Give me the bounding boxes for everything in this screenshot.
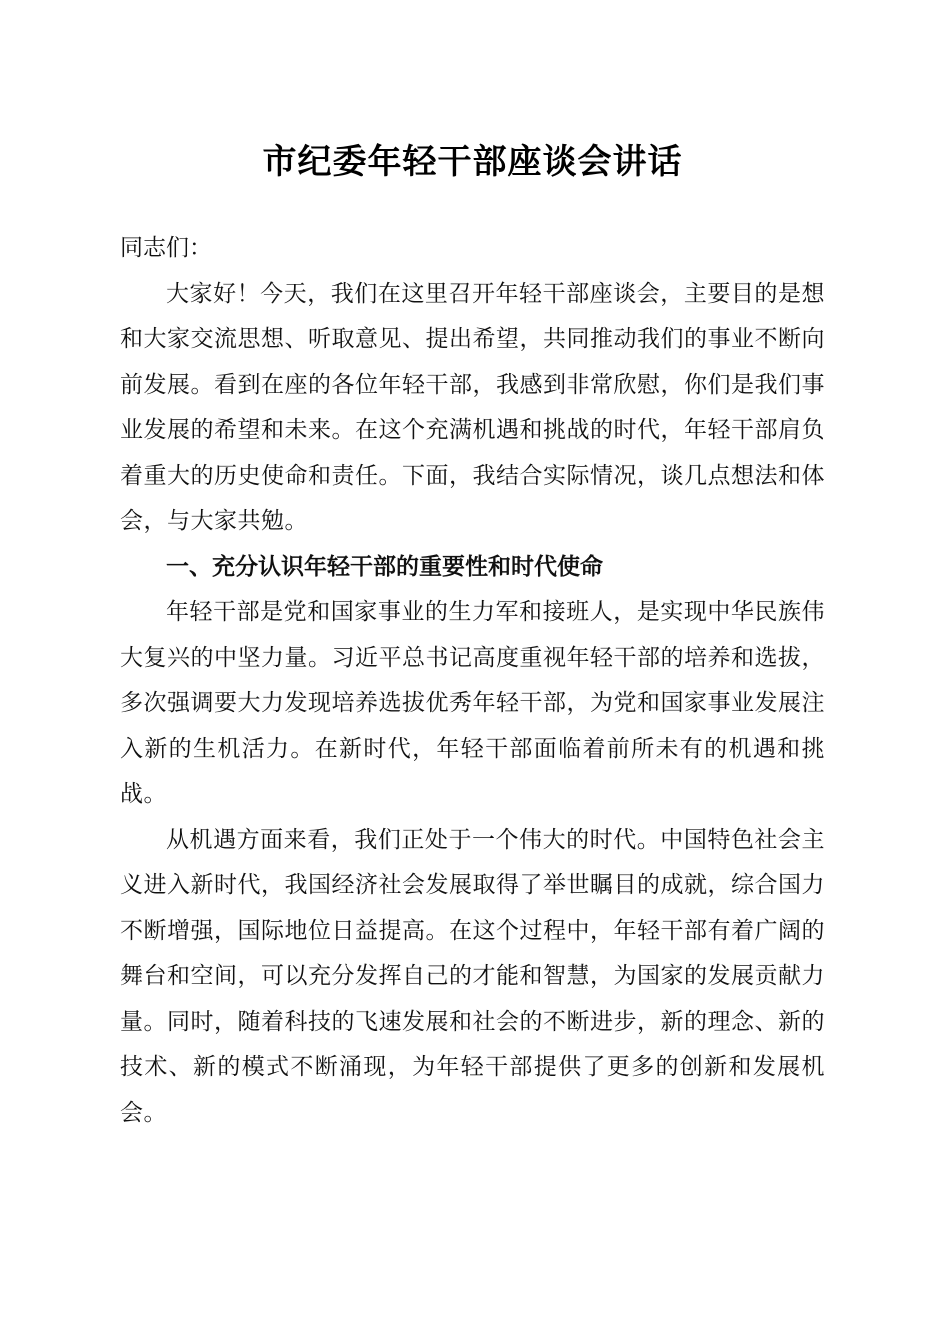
opening-paragraph: 大家好！今天，我们在这里召开年轻干部座谈会，主要目的是想和大家交流思想、听取意见、提出希望，共同推动我们的事业不断向前发展。看到在座的各位年轻干部，我感到非常欣慰，你们是我们事业发展的希望和未来。在这个充满机遇和挑战的时代，年轻干部肩负着重大的历史使命和责任。下面，我结合实际情况，谈几点想法和体会，与大家共勉。 <box>120 280 825 534</box>
salutation: 同志们： <box>120 235 212 261</box>
document-title: 市纪委年轻干部座谈会讲话 <box>262 142 683 182</box>
section-paragraph-importance: 年轻干部是党和国家事业的生力军和接班人，是实现中华民族伟大复兴的中坚力量。习近平总书记高度重视年轻干部的培养和选拔，多次强调要大力发现培养选拔优秀年轻干部，为党和国家事业发展注入新的生机活力。在新时代，年轻干部面临着前所未有的机遇和挑战。 <box>120 599 825 807</box>
section-heading: 一、充分认识年轻干部的重要性和时代使命 <box>166 553 603 580</box>
document-body <box>120 140 825 1136</box>
section-paragraph-opportunities: 从机遇方面来看，我们正处于一个伟大的时代。中国特色社会主义进入新时代，我国经济社会发展取得了举世瞩目的成就，综合国力不断增强，国际地位日益提高。在这个过程中，年轻干部有着广阔的舞台和空间，可以充分发挥自己的才能和智慧，为国家的发展贡献力量。同时，随着科技的飞速发展和社会的不断进步，新的理念、新的技术、新的模式不断涌现，为年轻干部提供了更多的创新和发展机会。 <box>120 826 825 1126</box>
